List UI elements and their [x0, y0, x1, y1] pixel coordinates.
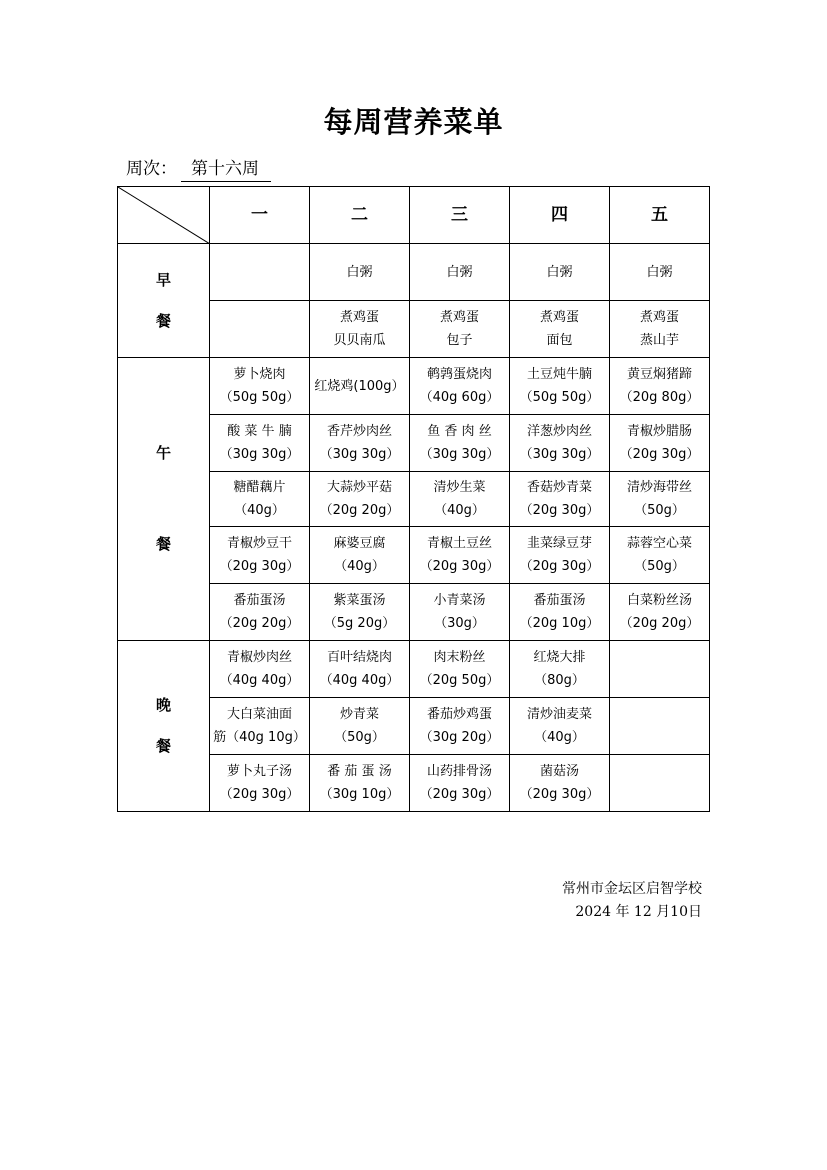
dish-amount: （30g 30g）	[519, 447, 600, 462]
dish-amount: （20g 30g）	[519, 503, 600, 518]
breakfast-cell-mon	[210, 301, 310, 358]
dinner-cell-tue	[310, 698, 410, 755]
dinner-cell-tue	[310, 755, 410, 812]
dish-name: 红烧鸡(100g）	[314, 378, 405, 394]
dish-amount: （20g 30g）	[519, 559, 600, 574]
dish-amount: （40g）	[334, 559, 385, 574]
school-name: 常州市金坛区启智学校	[562, 881, 702, 897]
dish-name: 大蒜炒平菇	[326, 480, 392, 495]
lunch-cell-thu	[510, 358, 610, 415]
dinner-cell-thu	[510, 755, 610, 812]
dish-name: 山药排骨汤	[426, 764, 492, 779]
dish-name: 煮鸡蛋	[439, 310, 479, 325]
dish-amount: （20g 30g）	[419, 559, 500, 574]
dish-amount: （80g）	[534, 673, 585, 688]
dish-name: 煮鸡蛋	[639, 310, 679, 325]
dinner-cell-mon	[210, 755, 310, 812]
day-header-thu: 四	[510, 187, 610, 244]
breakfast-cell-fri	[610, 301, 710, 358]
dish-name: 糖醋藕片	[233, 480, 286, 495]
lunch-cell-wed	[410, 527, 510, 584]
dish-amount: （50g 50g）	[519, 390, 600, 405]
breakfast-row	[118, 244, 710, 301]
dish-name: 萝卜烧肉	[233, 367, 286, 382]
dish-name: 青椒炒豆干	[226, 536, 292, 551]
lunch-cell-tue	[310, 358, 410, 415]
lunch-label-top: 午	[155, 444, 171, 462]
dinner-cell-wed	[410, 698, 510, 755]
corner-header-cell	[118, 187, 210, 244]
breakfast-cell-mon	[210, 244, 310, 301]
lunch-cell-tue	[310, 584, 410, 641]
dish-name: 番茄蛋汤	[233, 593, 286, 608]
dinner-cell-mon	[210, 641, 310, 698]
lunch-cell-fri	[610, 527, 710, 584]
dish-name: 菌菇汤	[539, 764, 579, 779]
lunch-row	[118, 358, 710, 415]
dinner-cell-thu	[510, 698, 610, 755]
dish-amount: （20g 30g）	[519, 787, 600, 802]
breakfast-label-top: 早	[155, 270, 171, 289]
dish-name: 煮鸡蛋	[539, 310, 579, 325]
dinner-cell-fri	[610, 698, 710, 755]
dish-amount: （30g 30g）	[319, 447, 400, 462]
dish-amount: （20g 80g）	[619, 390, 700, 405]
dinner-cell-fri	[610, 641, 710, 698]
dish-amount: （50g）	[634, 559, 685, 574]
breakfast-cell-wed	[410, 244, 510, 301]
dish-amount: （40g）	[534, 730, 585, 745]
page-title: 每周营养菜单	[323, 105, 504, 139]
dish-name: 清炒油麦菜	[526, 707, 592, 722]
dish-amount: （20g 30g）	[619, 447, 700, 462]
lunch-cell-mon	[210, 527, 310, 584]
dish-name: 白粥	[346, 264, 373, 280]
weekly-menu-table	[117, 186, 710, 812]
dish-name: 麻婆豆腐	[333, 536, 386, 551]
breakfast-cell-tue	[310, 244, 410, 301]
dish-amount: 包子	[446, 333, 473, 348]
lunch-cell-mon	[210, 415, 310, 472]
dish-amount: 筋（40g 10g）	[213, 730, 306, 745]
dish-name: 番茄蛋汤	[533, 593, 586, 608]
dish-amount: （20g 10g）	[519, 616, 600, 631]
dish-name: 小青菜汤	[433, 593, 486, 608]
menu-date: 2024 年 12 月10日	[575, 904, 702, 920]
dish-amount: （40g）	[434, 503, 485, 518]
dinner-cell-mon	[210, 698, 310, 755]
dish-name: 红烧大排	[533, 650, 586, 665]
dish-name: 番茄炒鸡蛋	[426, 707, 492, 722]
lunch-cell-wed	[410, 472, 510, 527]
dish-amount: 蒸山芋	[639, 333, 679, 348]
dish-amount: （20g 30g）	[219, 559, 300, 574]
dish-amount: 面包	[546, 333, 573, 348]
day-header-mon: 一	[210, 187, 310, 244]
day-header-fri: 五	[610, 187, 710, 244]
dish-amount: （40g 40g）	[319, 673, 400, 688]
lunch-label-cell	[118, 358, 210, 641]
dish-amount: （20g 20g）	[319, 503, 400, 518]
week-label: 周次：	[126, 159, 177, 179]
dish-name: 番 茄 蛋 汤	[327, 764, 392, 779]
dish-name: 煮鸡蛋	[339, 310, 379, 325]
breakfast-cell-thu	[510, 301, 610, 358]
lunch-cell-thu	[510, 584, 610, 641]
dish-amount: （50g 50g）	[219, 390, 300, 405]
dish-amount: （20g 30g）	[419, 787, 500, 802]
diagonal-line	[118, 187, 210, 244]
dish-name: 白菜粉丝汤	[626, 593, 692, 608]
dish-amount: （30g 30g）	[419, 447, 500, 462]
lunch-cell-mon	[210, 584, 310, 641]
dish-name: 清炒海带丝	[626, 480, 692, 495]
dish-name: 清炒生菜	[433, 480, 486, 495]
breakfast-cell-fri	[610, 244, 710, 301]
lunch-cell-mon	[210, 472, 310, 527]
lunch-cell-tue	[310, 472, 410, 527]
day-header-tue: 二	[310, 187, 410, 244]
dish-amount: 贝贝南瓜	[333, 333, 386, 348]
lunch-cell-fri	[610, 472, 710, 527]
breakfast-cell-thu	[510, 244, 610, 301]
lunch-label-bottom: 餐	[155, 535, 171, 553]
dish-name: 酸 菜 牛 腩	[227, 424, 292, 439]
breakfast-label-cell	[118, 244, 210, 358]
dish-name: 鹌鹑蛋烧肉	[426, 367, 492, 382]
dish-amount: （20g 50g）	[419, 673, 500, 688]
dish-name: 韭菜绿豆芽	[526, 536, 592, 551]
dish-name: 土豆炖牛腩	[526, 367, 592, 382]
dinner-label-top: 晚	[155, 696, 171, 714]
lunch-cell-fri	[610, 358, 710, 415]
dish-amount: （40g 40g）	[219, 673, 300, 688]
lunch-cell-fri	[610, 415, 710, 472]
lunch-cell-thu	[510, 527, 610, 584]
dinner-cell-wed	[410, 641, 510, 698]
lunch-cell-wed	[410, 584, 510, 641]
dish-name: 鱼 香 肉 丝	[427, 424, 492, 439]
dish-amount: （40g 60g）	[419, 390, 500, 405]
dinner-label-bottom: 餐	[155, 737, 171, 755]
dish-amount: （20g 20g）	[219, 616, 300, 631]
lunch-cell-thu	[510, 415, 610, 472]
dish-amount: （5g 20g）	[323, 616, 396, 631]
dish-name: 青椒炒腊肠	[626, 424, 692, 439]
dish-amount: （30g 30g）	[219, 447, 300, 462]
breakfast-cell-tue	[310, 301, 410, 358]
dish-name: 蒜蓉空心菜	[626, 536, 692, 551]
dish-name: 青椒炒肉丝	[226, 650, 292, 665]
dish-name: 炒青菜	[339, 707, 379, 722]
lunch-cell-wed	[410, 415, 510, 472]
dish-name: 青椒土豆丝	[426, 536, 492, 551]
dinner-cell-wed	[410, 755, 510, 812]
dish-name: 香菇炒青菜	[526, 480, 592, 495]
dish-name: 百叶结烧肉	[326, 650, 392, 665]
lunch-cell-tue	[310, 415, 410, 472]
lunch-cell-mon	[210, 358, 310, 415]
dinner-label-cell	[118, 641, 210, 812]
dish-amount: （50g）	[634, 503, 685, 518]
day-header-wed: 三	[410, 187, 510, 244]
dish-name: 白粥	[646, 264, 673, 280]
dish-name: 白粥	[546, 264, 573, 280]
dish-amount: （30g 10g）	[319, 787, 400, 802]
dish-name: 紫菜蛋汤	[333, 593, 386, 608]
dish-name: 肉末粉丝	[433, 650, 486, 665]
dish-amount: （20g 30g）	[219, 787, 300, 802]
dish-amount: （30g）	[434, 616, 485, 631]
week-line	[126, 154, 271, 182]
dish-amount: （20g 20g）	[619, 616, 700, 631]
dish-amount: （50g）	[334, 730, 385, 745]
dish-name: 黄豆焖猪蹄	[626, 367, 692, 382]
dish-name: 洋葱炒肉丝	[526, 424, 592, 439]
lunch-cell-thu	[510, 472, 610, 527]
dish-amount: （30g 20g）	[419, 730, 500, 745]
breakfast-cell-wed	[410, 301, 510, 358]
week-value: 第十六周	[181, 154, 271, 182]
dish-name: 萝卜丸子汤	[226, 764, 292, 779]
dish-name: 大白菜油面	[226, 707, 292, 722]
lunch-cell-tue	[310, 527, 410, 584]
dinner-cell-fri	[610, 755, 710, 812]
dinner-cell-tue	[310, 641, 410, 698]
dish-name: 白粥	[446, 264, 473, 280]
lunch-cell-fri	[610, 584, 710, 641]
dinner-cell-thu	[510, 641, 610, 698]
header-row	[118, 187, 710, 244]
lunch-cell-wed	[410, 358, 510, 415]
dish-amount: （40g）	[234, 503, 285, 518]
dinner-row	[118, 641, 710, 698]
dish-name: 香芹炒肉丝	[326, 424, 392, 439]
breakfast-label-bottom: 餐	[155, 311, 171, 330]
